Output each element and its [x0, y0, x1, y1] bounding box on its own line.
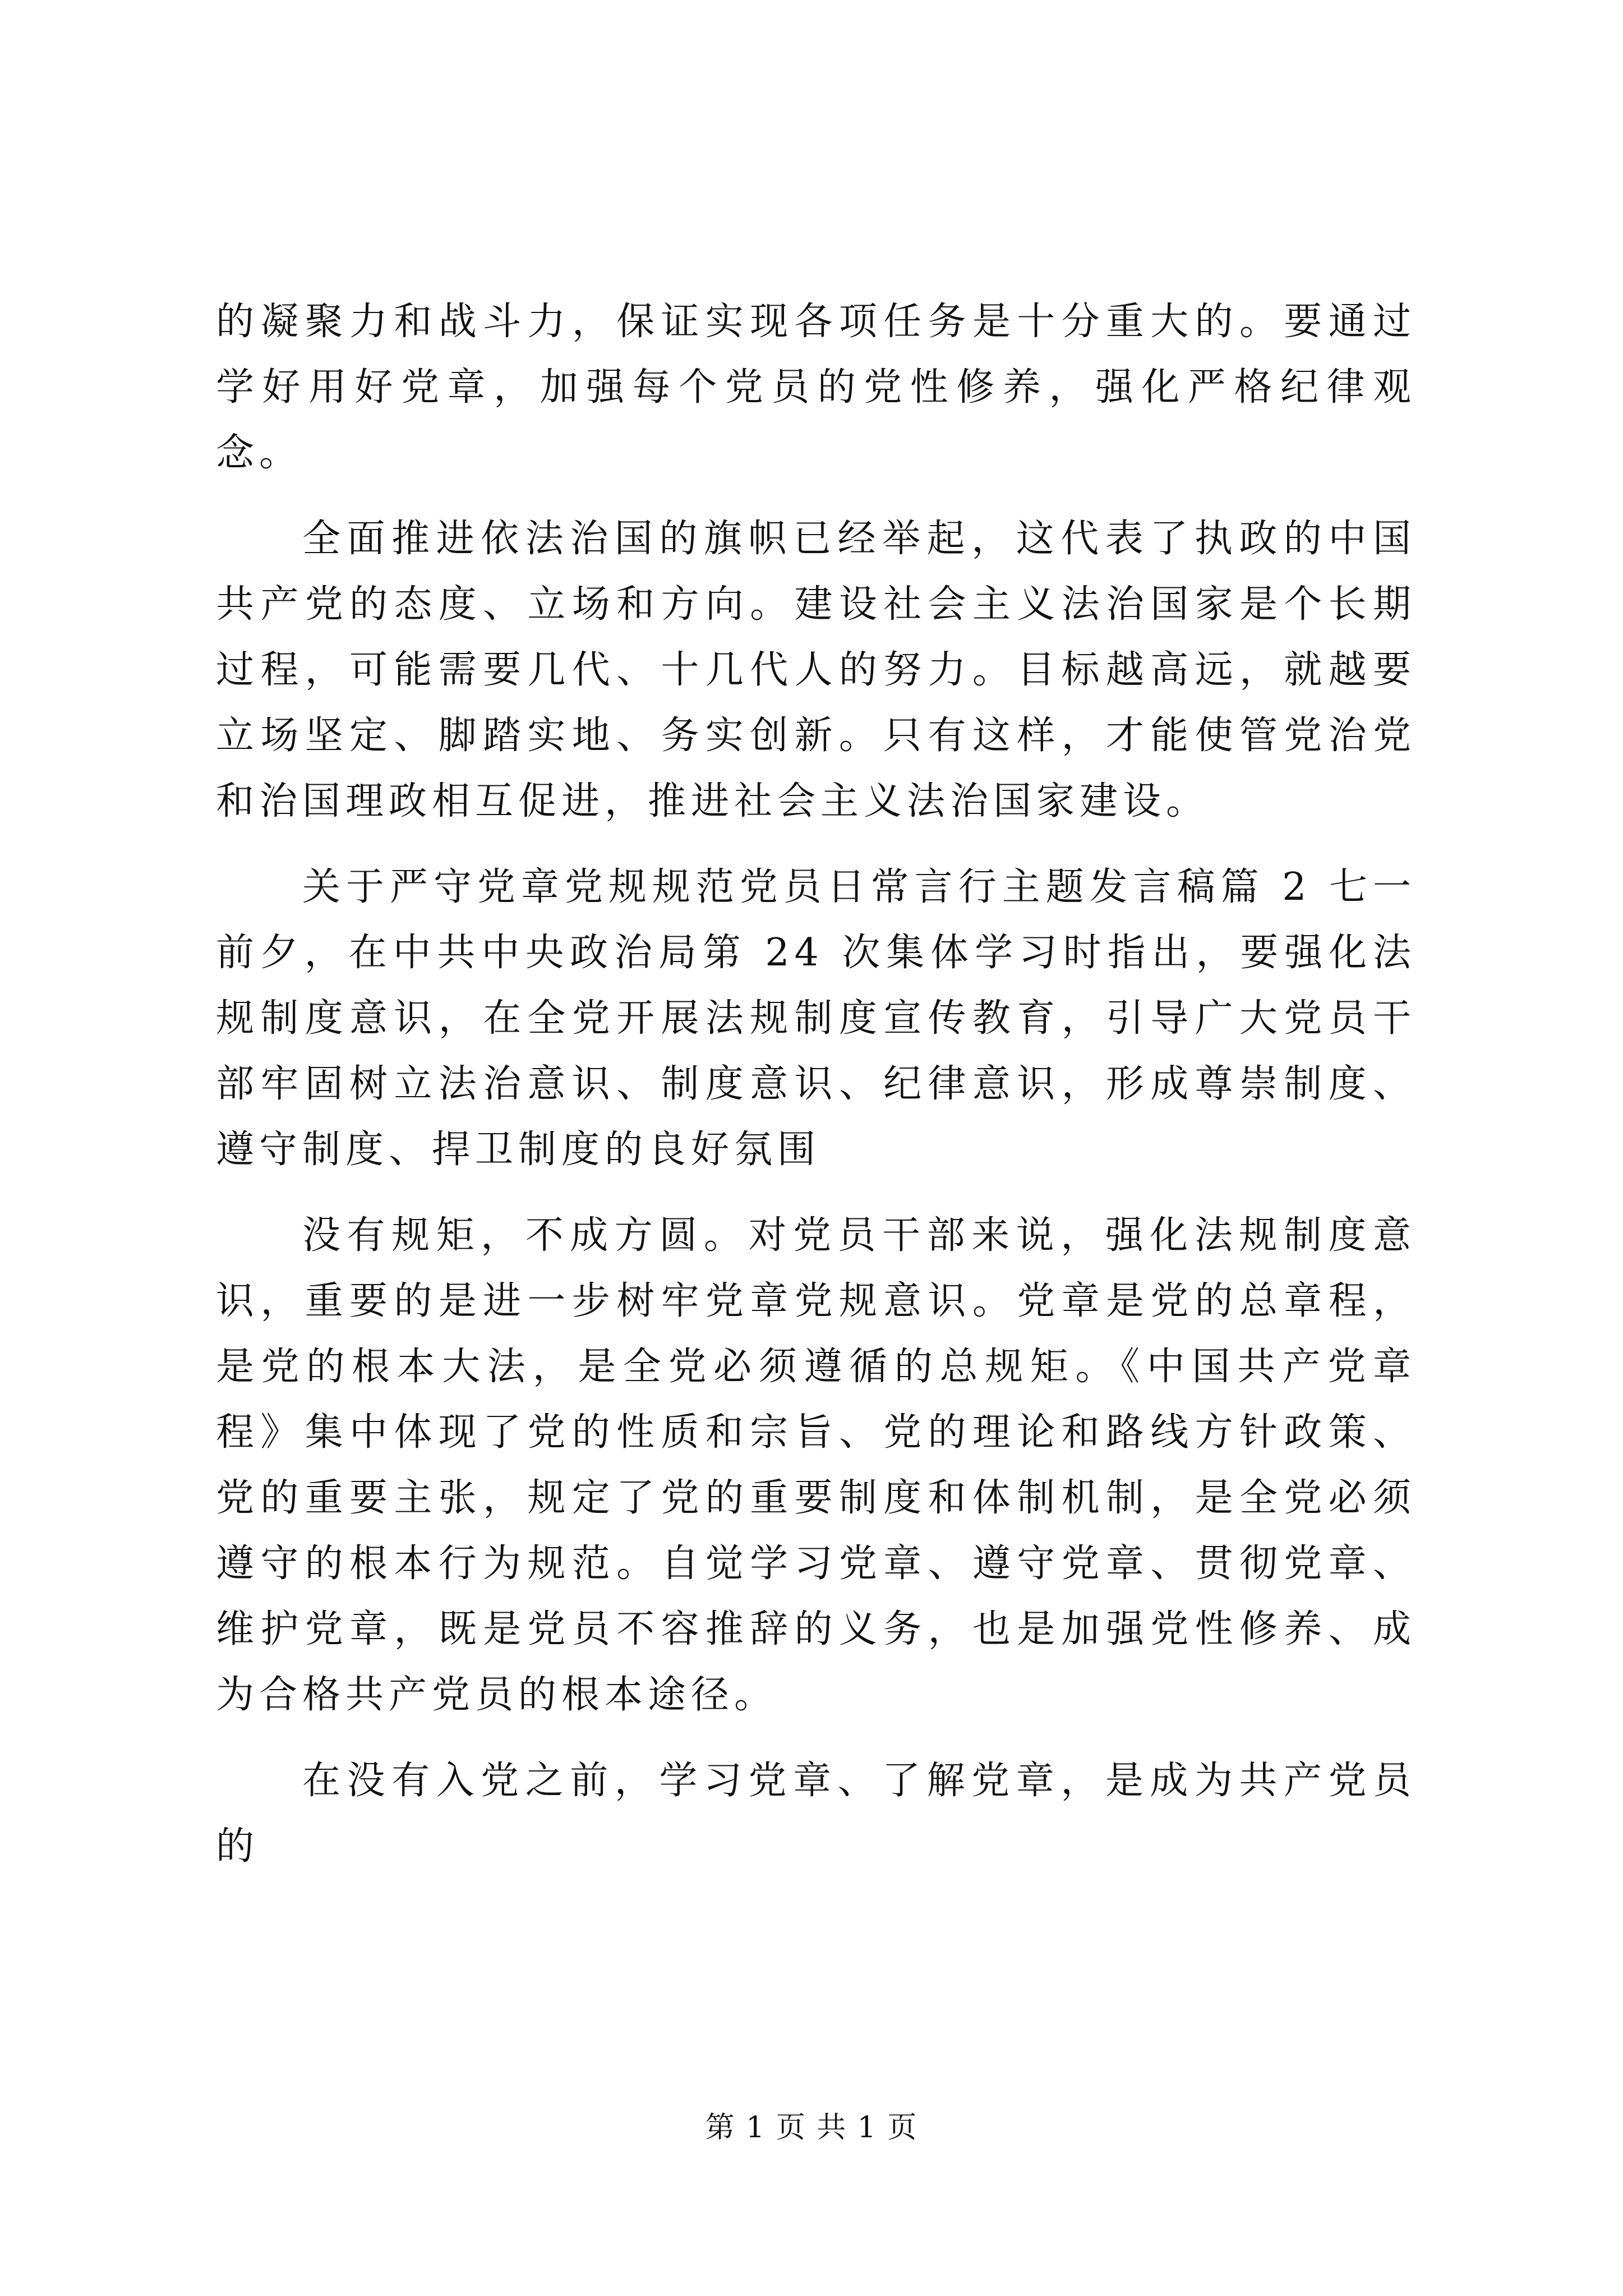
paragraph-speech-title: 关于严守党章党规规范党员日常言行主题发言稿篇 2 七一前夕，在中共中央政治局第 24 次集体学习时指出，要强化法规制度意识，在全党开展法规制度宣传教育，引导广大党员干部牢固树立法治意识、制度意识、纪律意识，形成尊崇制度、遵守制度、捍卫制度的良好氛围: [216, 865, 1416, 1172]
paragraph-party-constitution: 没有规矩，不成方圆。对党员干部来说，强化法规制度意识，重要的是进一步树牢党章党规意识。党章是党的总章程，是党的根本大法，是全党必须遵循的总规矩。《中国共产党章程》集中体现了党的性质和宗旨、党的理论和路线方针政策、党的重要主张，规定了党的重要制度和体制机制，是全党必须遵守的根本行为规范。自觉学习党章、遵守党章、贯彻党章、维护党章，既是党员不容推辞的义务，也是加强党性修养、成为合格共产党员的根本途径。: [216, 1213, 1416, 1717]
paragraph-continuation: 的凝聚力和战斗力，保证实现各项任务是十分重大的。要通过学好用好党章，加强每个党员的党性修养，强化严格纪律观念。: [216, 300, 1416, 475]
page-footer: 第 1 页 共 1 页: [705, 2111, 918, 2145]
paragraph-rule-of-law: 全面推进依法治国的旗帜已经举起，这代表了执政的中国共产党的态度、立场和方向。建设社会主义法治国家是个长期过程，可能需要几代、十几代人的努力。目标越高远，就越要立场坚定、脚踏实地、务实创新。只有这样，才能使管党治党和治国理政相互促进，推进社会主义法治国家建设。: [216, 517, 1416, 823]
document-body: [216, 289, 1416, 1879]
paragraph-before-joining: 在没有入党之前，学习党章、了解党章，是成为共产党员的: [216, 1759, 1416, 1869]
